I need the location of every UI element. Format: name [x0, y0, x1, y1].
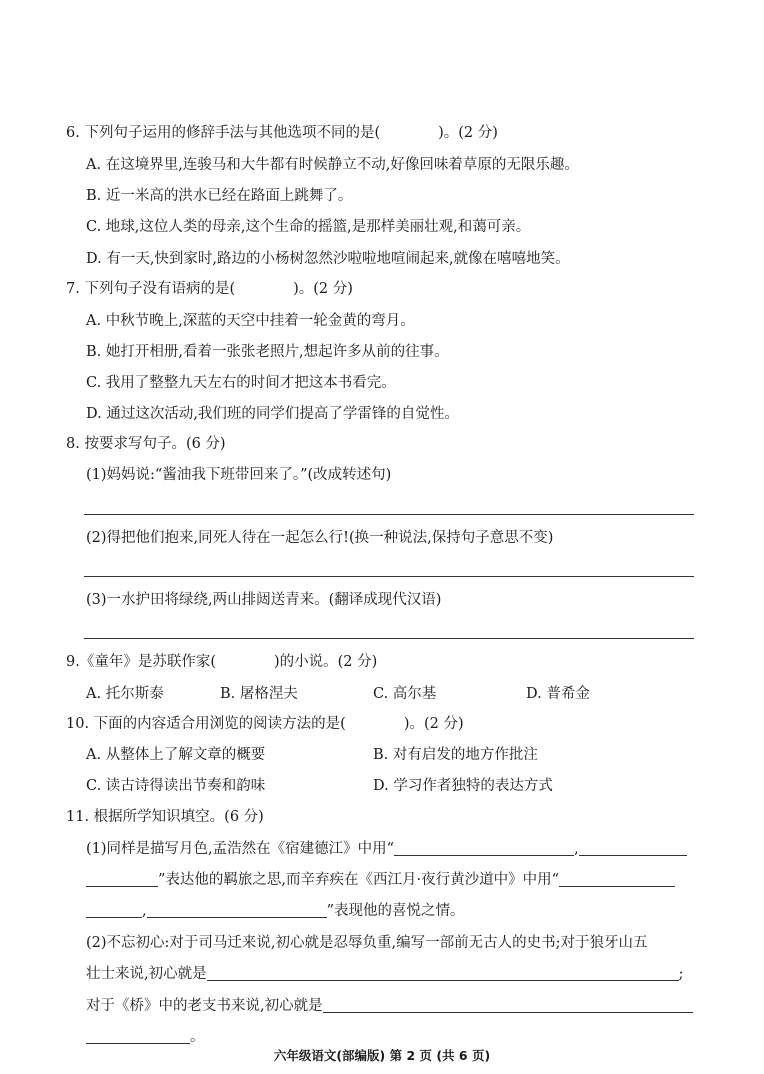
question-6-option-d: D. 有一天,快到家时,路边的小杨树忽然沙啦啦地喧闹起来,就像在嘻嘻地笑。: [86, 251, 570, 267]
question-9-option-d: D. 普希金: [526, 686, 590, 702]
question-11-part-1-line-1: [86, 839, 687, 859]
comma-mark: ,: [142, 903, 147, 919]
question-11-part-1-text-c: ”表现他的喜悦之情。: [326, 903, 465, 919]
question-6-option-c: C. 地球,这位人类的母亲,这个生命的摇篮,是那样美丽壮观,和蔼可亲。: [86, 219, 531, 235]
question-11-part-1-line-3: [86, 901, 465, 921]
question-8-sub-1: (1)妈妈说:“酱油我下班带回来了。”(改成转述句): [86, 467, 392, 483]
question-6-option-b: B. 近一米高的洪水已经在路面上跳舞了。: [86, 188, 353, 204]
question-9-stem: 9.《童年》是苏联作家( )的小说。(2 分): [66, 654, 378, 670]
question-9-option-a: A. 托尔斯泰: [86, 686, 164, 702]
question-11-part-1-text-a: (1)同样是描写月色,孟浩然在《宿建德江》中用“: [86, 841, 395, 857]
question-11-part-2-line-1: (2)不忘初心:对于司马迁来说,初心就是忍辱负重,编写一部前无古人的史书;对于狼牙山五: [86, 935, 648, 951]
question-9-option-b: B. 屠格涅夫: [220, 686, 298, 702]
question-11-part-2-text-c: 对于《桥》中的老支书来说,初心就是: [86, 998, 323, 1014]
question-10-stem: 10. 下面的内容适合用浏览的阅读方法的是( )。(2 分): [66, 716, 464, 732]
question-10-option-b: B. 对有启发的地方作批注: [373, 747, 538, 763]
question-7-option-b: B. 她打开相册,看着一张张老照片,想起许多从前的往事。: [86, 344, 449, 360]
question-10-option-d: D. 学习作者独特的表达方式: [373, 778, 553, 794]
blank-11-2-a[interactable]: [207, 965, 679, 981]
question-6-stem: 6. 下列句子运用的修辞手法与其他选项不同的是( )。(2 分): [66, 125, 498, 141]
question-11-part-1-text-b: ”表达他的羁旅之思,而辛弃疾在《西江月·夜行黄沙道中》中用“: [158, 872, 560, 888]
question-6-option-a: A. 在这境界里,连骏马和大牛都有时候静立不动,好像回味着草原的无限乐趣。: [86, 157, 579, 173]
question-8-sub-2: (2)得把他们抱来,同死人待在一起怎么行!(换一种说法,保持句子意思不变): [86, 530, 554, 546]
blank-11-1-b-cont[interactable]: [86, 871, 158, 887]
question-11-part-2-line-4: [86, 1027, 205, 1047]
blank-11-2-b[interactable]: [323, 997, 693, 1013]
question-7-stem: 7. 下列句子没有语病的是( )。(2 分): [66, 281, 353, 297]
question-11-part-2-line-3: [86, 996, 693, 1016]
question-7-option-c: C. 我用了整整九天左右的时间才把这本书看完。: [86, 375, 396, 391]
blank-11-2-b-cont[interactable]: [86, 1028, 190, 1044]
question-11-part-1-line-2: [86, 870, 675, 890]
answer-line-8-1[interactable]: [84, 514, 694, 515]
question-8-stem: 8. 按要求写句子。(6 分): [66, 436, 226, 452]
question-7-option-a: A. 中秋节晚上,深蓝的天空中挂着一轮金黄的弯月。: [86, 313, 415, 329]
blank-11-1-c[interactable]: [559, 871, 675, 887]
question-8-sub-3: (3)一水护田将绿绕,两山排闼送青来。(翻译成现代汉语): [86, 592, 442, 608]
blank-11-1-a[interactable]: [394, 840, 574, 856]
question-10-option-a: A. 从整体上了解文章的概要: [86, 747, 266, 763]
semicolon-mark: ;: [678, 966, 684, 982]
blank-11-1-d[interactable]: [147, 902, 327, 918]
answer-line-8-3[interactable]: [84, 638, 694, 639]
question-11-stem: 11. 根据所学知识填空。(6 分): [66, 809, 264, 825]
blank-11-1-b[interactable]: [579, 840, 687, 856]
question-11-part-2-text-b: 壮士来说,初心就是: [86, 966, 207, 982]
comma-mark: ,: [574, 841, 579, 857]
answer-line-8-2[interactable]: [84, 576, 694, 577]
question-10-option-c: C. 读古诗得读出节奏和韵味: [86, 778, 266, 794]
question-9-option-c: C. 高尔基: [373, 686, 437, 702]
period-mark: 。: [190, 1029, 205, 1045]
page-footer: 六年级语文(部编版) 第 2 页 (共 6 页): [273, 1048, 491, 1063]
question-11-part-2-line-2: [86, 964, 684, 984]
blank-11-1-c-cont[interactable]: [86, 902, 142, 918]
question-7-option-d: D. 通过这次活动,我们班的同学们提高了学雷锋的自觉性。: [86, 406, 459, 422]
